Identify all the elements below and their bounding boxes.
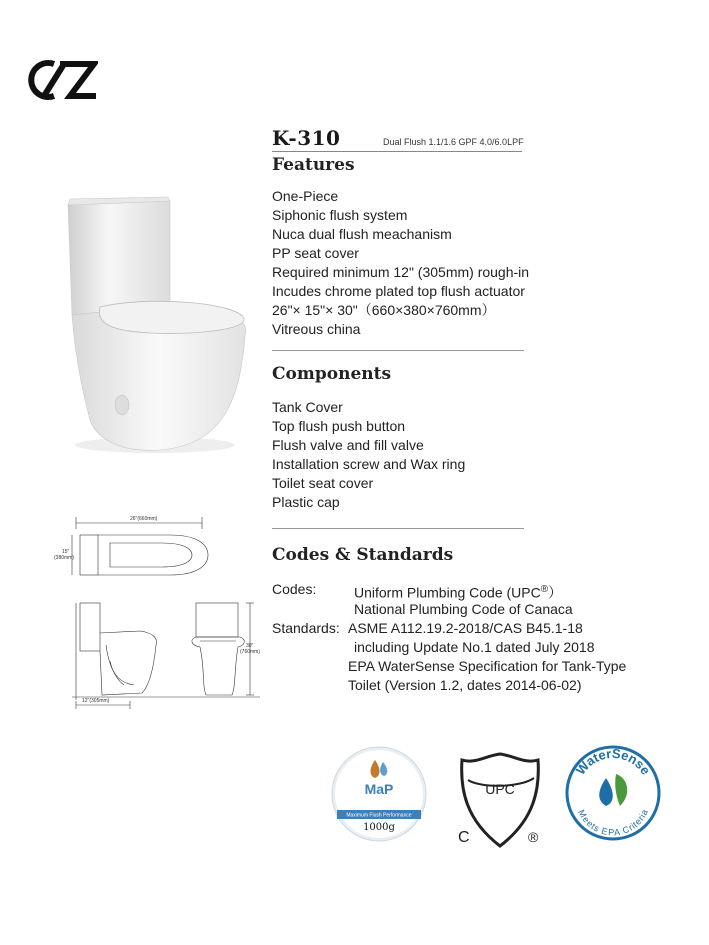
codes-label: Codes:: [272, 581, 317, 597]
feature-item: Vitreous china: [272, 321, 361, 337]
features-list: [272, 187, 529, 339]
upc-badge: [450, 750, 550, 850]
watersense-badge: [564, 744, 662, 842]
components-heading: Components: [272, 364, 392, 384]
map-subtitle: Maximum Flush Performance: [346, 812, 412, 819]
component-item: Plastic cap: [272, 494, 340, 510]
upc-text: UPC: [485, 781, 515, 797]
depth-dimension-mm: (380mm): [54, 555, 75, 561]
codes-heading: Codes & Standards: [272, 545, 454, 565]
map-badge: [331, 746, 427, 842]
height-dimension-mm: (760mm): [240, 649, 261, 655]
upc-registered-mark: ®: [528, 829, 539, 845]
toilet-photo: [60, 195, 250, 455]
feature-item: Incudes chrome plated top flush actuator: [272, 283, 525, 299]
code-canada: National Plumbing Code of Canaca: [354, 601, 573, 617]
features-heading: Features: [272, 155, 355, 175]
depth-dimension-label: 15": [62, 549, 70, 555]
components-list: [272, 398, 465, 512]
components-divider: [272, 528, 524, 529]
features-divider: [272, 350, 524, 351]
height-dimension-label: 30": [246, 643, 254, 649]
feature-item: 26"× 15"× 30"（660×380×760mm）: [272, 302, 496, 318]
upc-canada-mark: C: [458, 829, 470, 846]
component-item: Installation screw and Wax ring: [272, 456, 466, 472]
feature-item: One-Piece: [272, 188, 339, 204]
dimension-drawing: [50, 495, 270, 720]
component-item: Flush valve and fill valve: [272, 437, 424, 453]
feature-item: Siphonic flush system: [272, 207, 408, 223]
component-item: Tank Cover: [272, 399, 343, 415]
flush-spec: Dual Flush 1.1/1.6 GPF 4.0/6.0LPF: [383, 137, 524, 147]
std-update: including Update No.1 dated July 2018: [354, 639, 595, 655]
standards-label: Standards:: [272, 620, 340, 636]
code-upc: Uniform Plumbing Code (UPC®）: [354, 584, 563, 601]
feature-item: Required minimum 12" (305mm) rough-in: [272, 264, 530, 280]
std-epa: EPA WaterSense Specification for Tank-Type: [348, 658, 627, 674]
feature-item: Nuca dual flush meachanism: [272, 226, 452, 242]
feature-item: PP seat cover: [272, 245, 359, 261]
component-item: Top flush push button: [272, 418, 406, 434]
watersense-title: WaterSense: [572, 745, 654, 778]
component-item: Toilet seat cover: [272, 475, 374, 491]
roughin-dimension-label: 12"(305mm): [82, 698, 110, 704]
std-asme: ASME A112.19.2-2018/CAS B45.1-18: [348, 620, 583, 636]
width-dimension-label: 26"(660mm): [130, 516, 158, 522]
model-divider: [272, 151, 522, 152]
map-score: 1000g: [363, 822, 395, 833]
codes-block: [272, 580, 692, 700]
brand-logo: [24, 58, 98, 102]
std-epa-version: Toilet (Version 1.2, dates 2014-06-02): [348, 677, 582, 693]
map-title: MaP: [364, 781, 394, 797]
watersense-subtitle: Meets EPA Criteria: [576, 808, 650, 838]
model-number: K-310: [272, 126, 341, 150]
